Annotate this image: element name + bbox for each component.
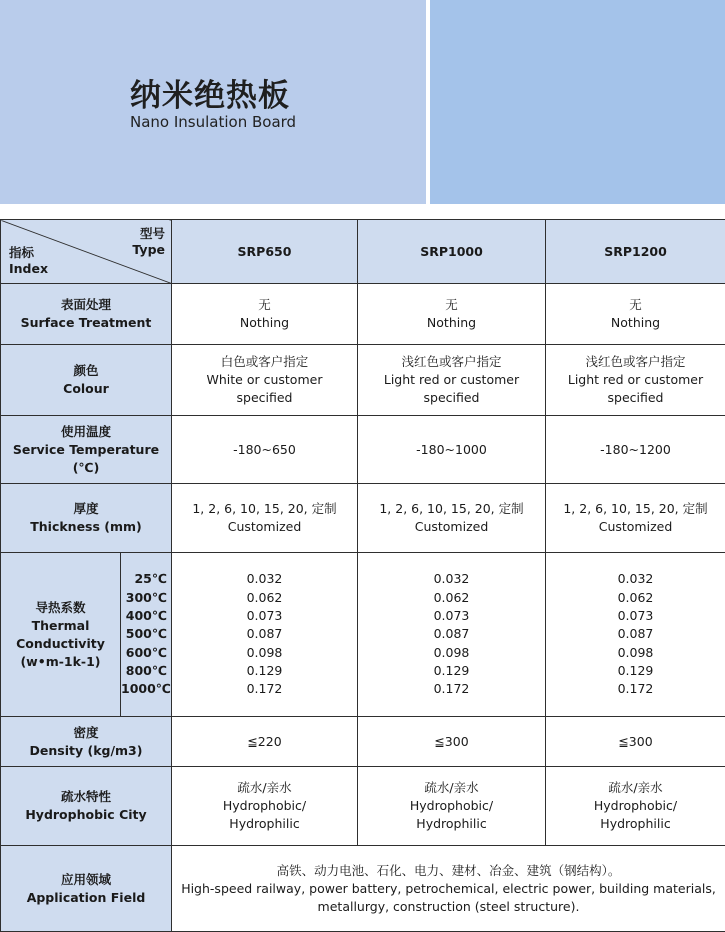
row-label: 疏水特性 Hydrophobic City [1, 767, 172, 846]
table-cell: 无 Nothing [546, 284, 725, 345]
application-text: 高铁、动力电池、石化、电力、建材、冶金、建筑（钢结构）。 High-speed railway, power battery, petrochemical, electric power, building materials, metallurgy, construction (steel structure). [172, 846, 725, 932]
table-cell: ≦300 [358, 717, 546, 767]
row-label: 厚度 Thickness (mm) [1, 484, 172, 553]
table-cell: ≦220 [172, 717, 358, 767]
table-cell: 1, 2, 6, 10, 15, 20, 定制 Customized [546, 484, 725, 553]
header-banner [0, 0, 725, 204]
row-label: 颜色 Colour [1, 345, 172, 416]
table-cell: 0.032 0.062 0.073 0.087 0.098 0.129 0.172 [358, 553, 546, 717]
table-cell: 0.032 0.062 0.073 0.087 0.098 0.129 0.172 [172, 553, 358, 717]
table-cell: -180~1200 [546, 416, 725, 484]
table-cell: 浅红色或客户指定 Light red or customer specified [546, 345, 725, 416]
index-label-cn: 指标 [9, 245, 48, 261]
type-label-en: Type [132, 242, 165, 258]
table-cell: 疏水/亲水 Hydrophobic/ Hydrophilic [172, 767, 358, 846]
table-cell: 疏水/亲水 Hydrophobic/ Hydrophilic [358, 767, 546, 846]
row-label: 应用领域 Application Field [1, 846, 172, 932]
table-cell: 1, 2, 6, 10, 15, 20, 定制 Customized [358, 484, 546, 553]
spec-table [0, 219, 725, 932]
table-row [1, 553, 725, 717]
table-cell: 白色或客户指定 White or customer specified [172, 345, 358, 416]
table-row [1, 345, 725, 416]
table-row [1, 416, 725, 484]
table-cell: -180~650 [172, 416, 358, 484]
model-header: SRP650 [172, 220, 358, 284]
table-row [1, 846, 725, 932]
temperature-list: 25℃ 300℃ 400℃ 500℃ 600℃ 800℃ 1000℃ [121, 553, 172, 717]
table-cell: 疏水/亲水 Hydrophobic/ Hydrophilic [546, 767, 725, 846]
table-row [1, 484, 725, 553]
table-cell: 无 Nothing [172, 284, 358, 345]
row-label: 使用温度 Service Temperature (℃) [1, 416, 172, 484]
page-title: 纳米绝热板 [130, 70, 290, 115]
table-row [1, 717, 725, 767]
title-panel [0, 0, 426, 204]
model-header: SRP1000 [358, 220, 546, 284]
row-label: 导热系数 Thermal Conductivity (w•m-1k-1) [1, 553, 121, 717]
table-row [1, 767, 725, 846]
table-cell: 浅红色或客户指定 Light red or customer specified [358, 345, 546, 416]
table-cell: ≦300 [546, 717, 725, 767]
table-row [1, 284, 725, 345]
table-cell: 无 Nothing [358, 284, 546, 345]
product-image-panel [430, 0, 725, 204]
table-cell: 1, 2, 6, 10, 15, 20, 定制 Customized [172, 484, 358, 553]
row-label: 密度 Density (kg/m3) [1, 717, 172, 767]
page-subtitle: Nano Insulation Board [130, 113, 296, 131]
type-label-cn: 型号 [132, 226, 165, 242]
model-header: SRP1200 [546, 220, 725, 284]
table-cell: -180~1000 [358, 416, 546, 484]
row-label: 表面处理 Surface Treatment [1, 284, 172, 345]
corner-cell [1, 220, 172, 284]
table-header-row [1, 220, 725, 284]
index-label-en: Index [9, 261, 48, 277]
table-cell: 0.032 0.062 0.073 0.087 0.098 0.129 0.172 [546, 553, 725, 717]
